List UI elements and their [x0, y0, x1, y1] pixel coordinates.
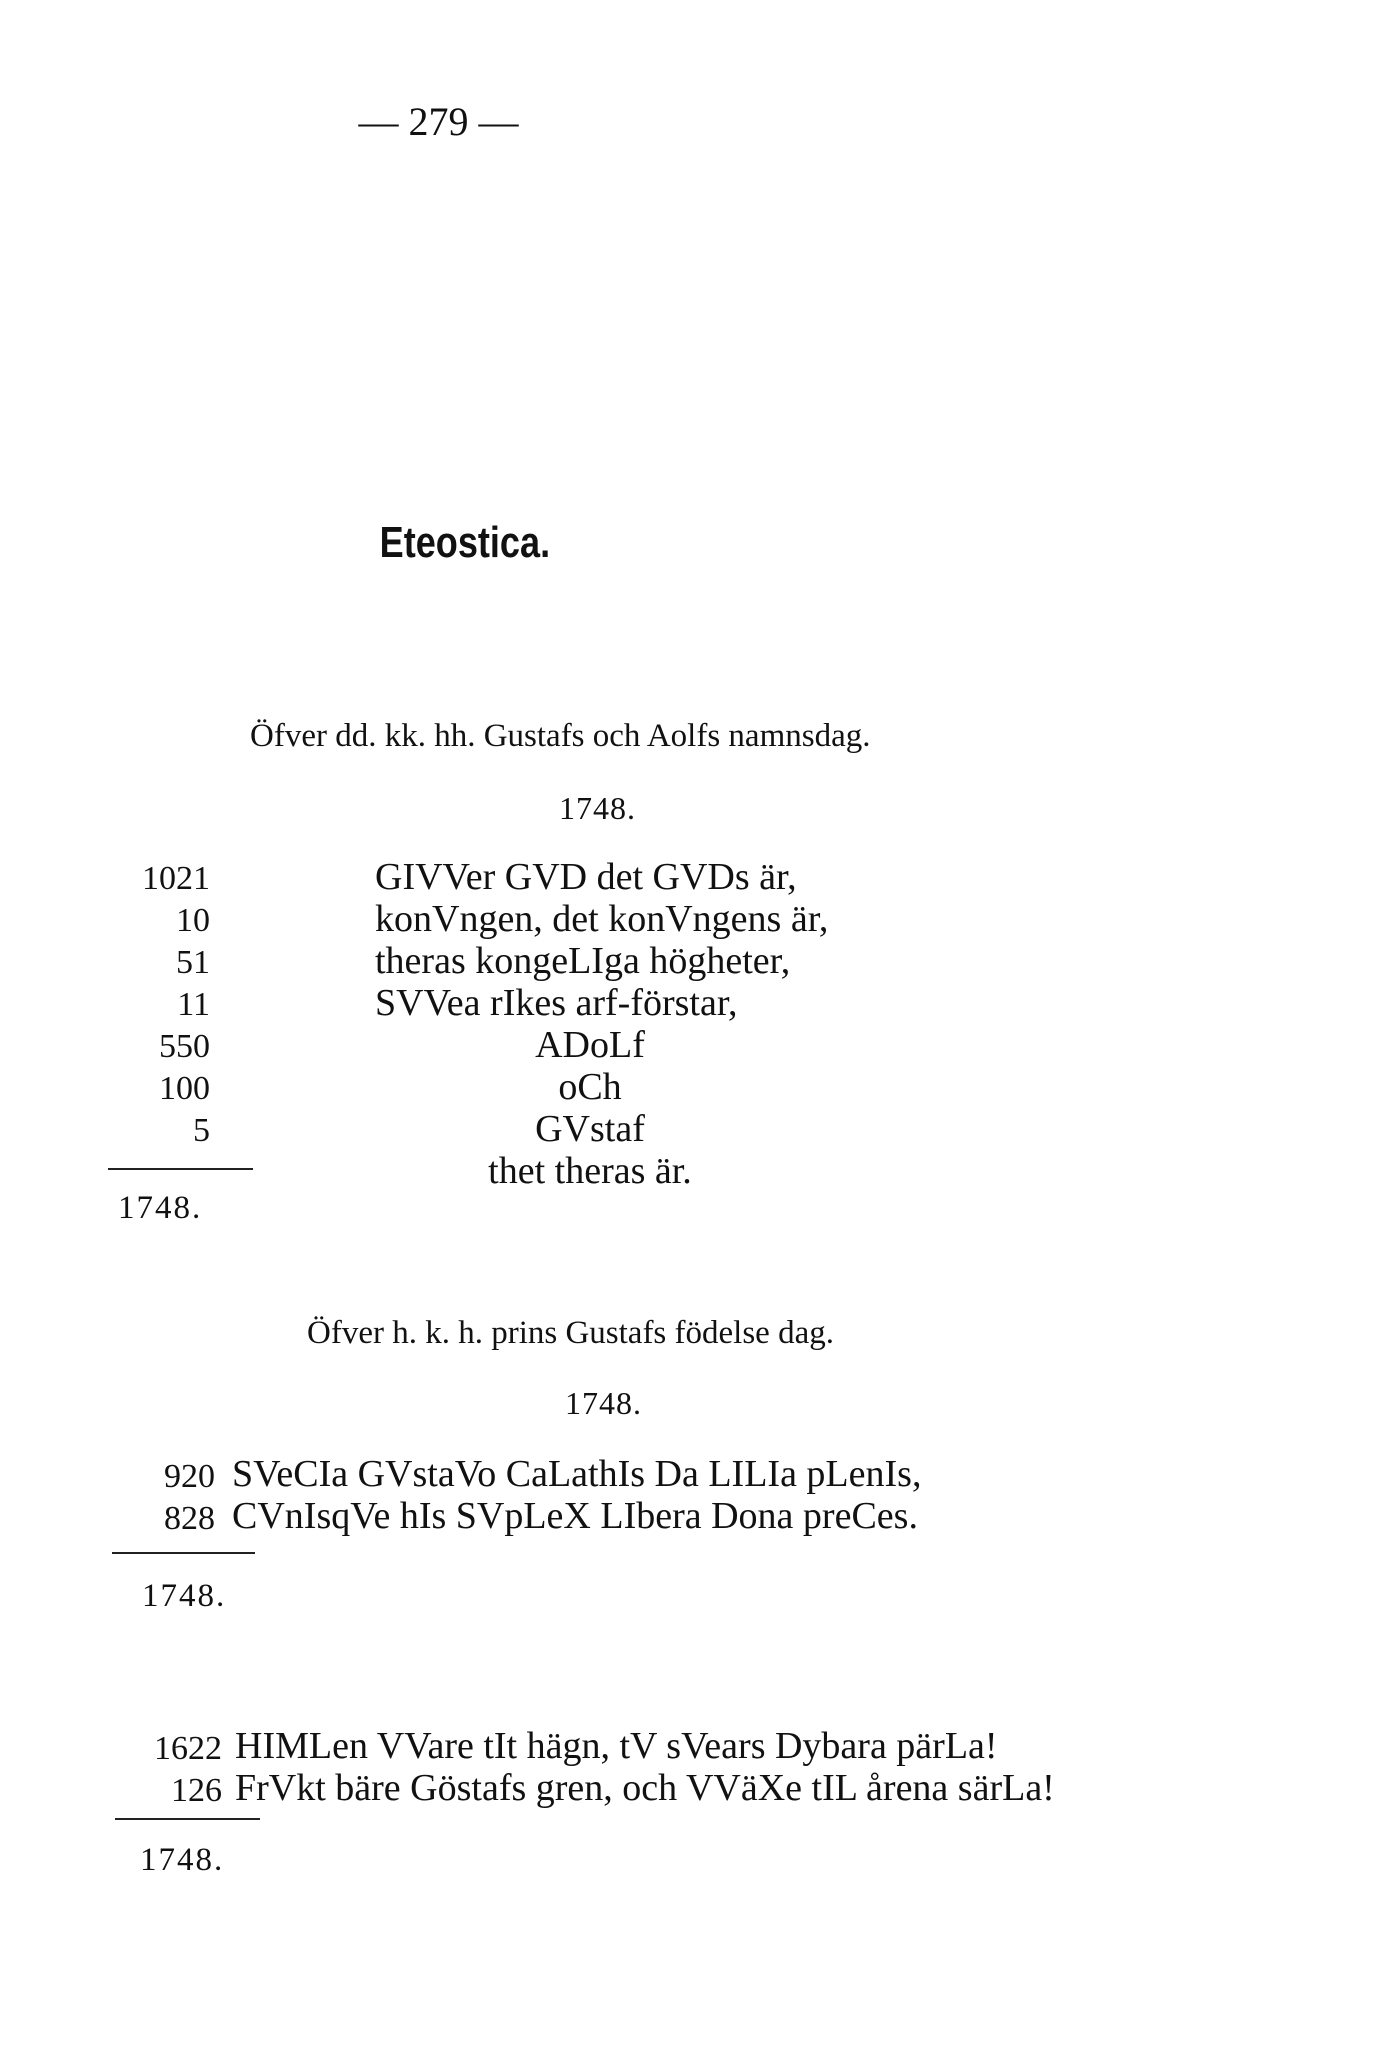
page-number: — 279 — — [358, 99, 519, 144]
poem3-line: FrVkt bäre Göstafs gren, och VVäXe tIL årena särLa! — [235, 1767, 1055, 1809]
poem1-line: SVVea rIkes arf-förstar, — [375, 982, 738, 1024]
poem2-year: 1748. — [565, 1385, 642, 1421]
poem2-number: 920 — [164, 1458, 215, 1495]
poem3-line: HIMLen VVare tIt hägn, tV sVears Dybara pärLa! — [235, 1725, 998, 1767]
poem2-line: CVnIsqVe hIs SVpLeX LIbera Dona preCes. — [232, 1495, 918, 1537]
poem3-number: 1622 — [154, 1730, 222, 1767]
poem1-line: GIVVer GVD det GVDs är, — [375, 856, 797, 898]
poem1-line: thet theras är. — [488, 1150, 692, 1192]
poem1-number: 5 — [193, 1112, 210, 1149]
poem1-number: 10 — [176, 902, 210, 939]
poem1-number: 11 — [177, 986, 210, 1023]
poem1-year: 1748. — [559, 790, 636, 826]
sum-rule — [108, 1168, 253, 1170]
poem1-sum: 1748. — [118, 1190, 203, 1226]
poem1-line: ADoLf — [535, 1024, 645, 1066]
poem1-line: oCh — [558, 1066, 622, 1108]
poem1-number: 1021 — [142, 860, 210, 897]
section-title: Eteostica. — [379, 518, 551, 567]
poem1-number: 550 — [159, 1028, 210, 1065]
poem2-line: SVeCIa GVstaVo CaLathIs Da LILIa pLenIs, — [232, 1453, 922, 1495]
sum-rule — [112, 1552, 255, 1554]
poem1-line: GVstaf — [535, 1108, 645, 1150]
poem1-number: 100 — [159, 1070, 210, 1107]
poem1-caption: Öfver dd. kk. hh. Gustafs och Aolfs namnsdag. — [250, 718, 871, 754]
poem1-line: konVngen, det konVngens är, — [375, 898, 829, 940]
poem1-number: 51 — [176, 944, 210, 981]
poem3-number: 126 — [171, 1772, 222, 1809]
poem2-sum: 1748. — [142, 1578, 227, 1614]
poem1-line: theras kongeLIga högheter, — [375, 940, 791, 982]
poem3-sum: 1748. — [140, 1842, 225, 1878]
poem2-caption: Öfver h. k. h. prins Gustafs födelse dag. — [307, 1315, 834, 1351]
poem2-number: 828 — [164, 1500, 215, 1537]
sum-rule — [115, 1818, 260, 1820]
